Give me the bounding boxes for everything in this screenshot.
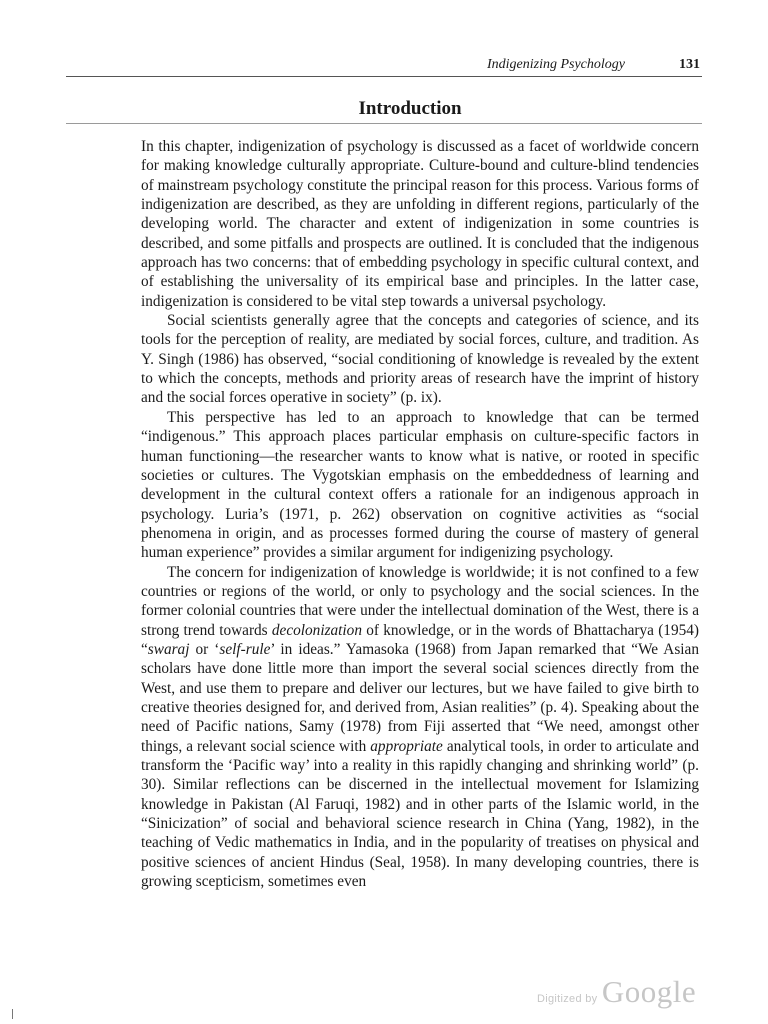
title-rule <box>66 123 702 124</box>
paragraph-4-part-3: or ‘ <box>189 640 220 658</box>
body-text <box>141 137 699 891</box>
paragraph-2: Social scientists generally agree that the concepts and categories of science, and its tools for the perception of reality, are mediated by social forces, culture, and tradition. As Y. Singh (1986) has observed, “social conditioning of knowledge is revealed by the extent to which the concepts, methods and priority areas of research have the imprint of history and the social forces operative in society” (p. ix). <box>141 312 699 407</box>
emphasis-self-rule: self-rule <box>219 640 271 658</box>
paragraph-4 <box>141 563 699 892</box>
section-title: Introduction <box>358 98 462 119</box>
running-title: Indigenizing Psychology <box>486 57 625 72</box>
watermark-digitized-by: Digitized by <box>537 993 598 1005</box>
emphasis-decolonization: decolonization <box>271 621 362 639</box>
page-number: 131 <box>679 57 700 72</box>
paragraph-1: In this chapter, indigenization of psychology is discussed as a facet of worldwide concern for making knowledge culturally appropriate. Culture-bound and culture-blind tendencies of mainstream psychology constitute the principal reason for this process. Various forms of indigenization are described, as they are unfolding in different regions, particularly of the developing world. The character and extent of indigenization in some countries is described, and some pitfalls and prospects are outlined. It is concluded that the indigenous approach has two concerns: that of embedding psychology in specific cultural context, and of establishing the universality of its empirical base and principles. In the latter case, indigenization is considered to be vital step towards a universal psychology. <box>141 138 699 310</box>
emphasis-appropriate: appropriate <box>370 737 443 755</box>
header-rule <box>66 76 702 77</box>
emphasis-swaraj: swaraj <box>147 640 190 658</box>
watermark-google-logo: Google <box>601 974 697 1009</box>
paragraph-4-part-5: analytical tools, in order to articulate and transform the ‘Pacific way’ into a reality in this rapidly changing and shrinking world” (p. 30). Similar reflections can be discerned in the intellectual movement for Islamizing knowledge in Pakistan (Al Faruqi, 1982) and in other parts of the Islamic world, in the “Sinicization” of social and behavioral science research in China (Yang, 1982), in the teaching of Vedic mathematics in India, and in the popularity of treatises on physical and positive sciences of ancient Hindus (Seal, 1958). In many developing countries, there is growing scepticism, sometimes even <box>141 737 699 891</box>
digitized-watermark <box>537 974 696 1010</box>
paragraph-4-part-2: of knowledge, or in the words of Bhattacharya (1954) “ <box>141 621 699 658</box>
paragraph-4-part-1: The concern for indigenization of knowledge is worldwide; it is not confined to a few countries or regions of the world, or only to psychology and the social sciences. In the former colonial countries that were under the intellectual domination of the West, there is a strong trend towards <box>141 563 699 639</box>
running-head <box>66 57 702 75</box>
paragraph-4-part-4: ’ in ideas.” Yamasoka (1968) from Japan remarked that “We Asian scholars have done little more than import the several social sciences directly from the West, and use them to prepare and deliver our lectures, but we have failed to give birth to creative theories designed for, and derived from, Asian realities” (p. 4). Speaking about the need of Pacific nations, Samy (1978) from Fiji asserted that “We need, amongst other things, a relevant social science with <box>141 640 699 755</box>
paragraph-3: This perspective has led to an approach to knowledge that can be termed “indigenous.” This approach places particular emphasis on culture-specific factors in human functioning—the researcher wants to know what is native, or rooted in specific societies or cultures. The Vygotskian emphasis on the embeddedness of learning and development in the cultural context offers a rationale for an indigenous approach in psychology. Luria’s (1971, p. 262) observation on cognitive activities as “social phenomena in origin, and as processes formed during the course of mastery of general human experience” provides a similar argument for indigenizing psychology. <box>141 408 699 562</box>
scan-edge-mark <box>12 1009 13 1019</box>
